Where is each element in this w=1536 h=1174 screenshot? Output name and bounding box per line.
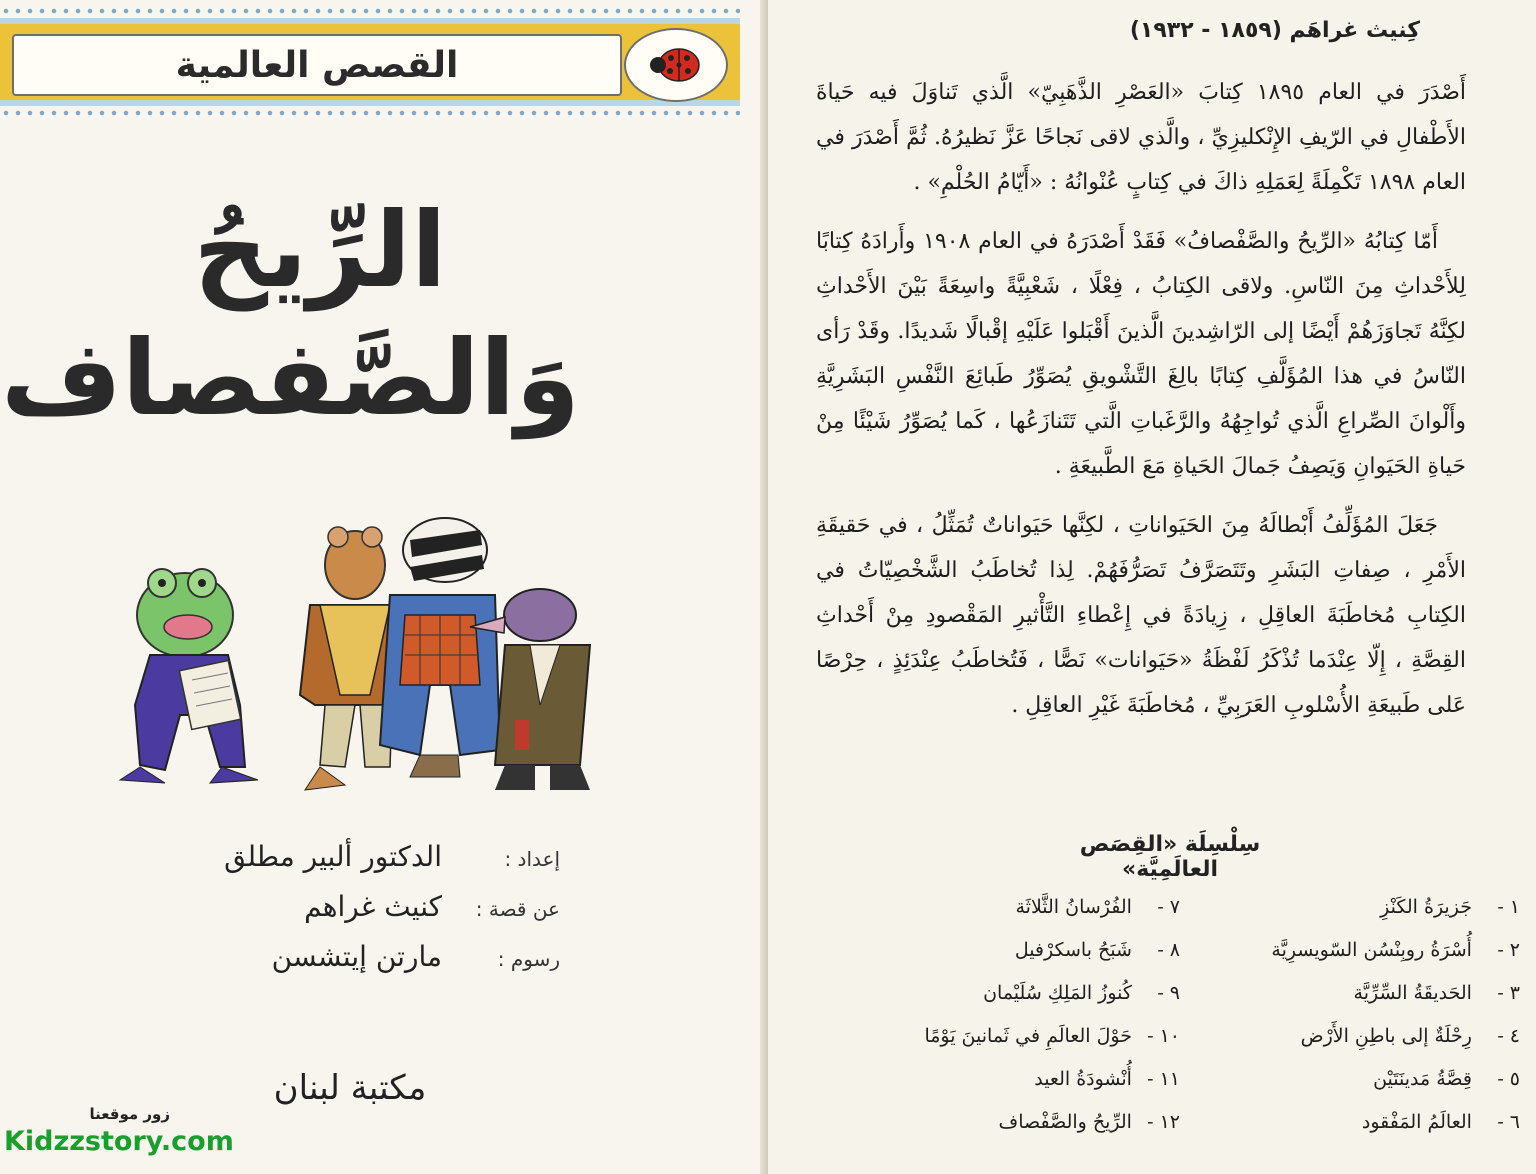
list-item <box>840 1111 1180 1154</box>
list-item-title: الرِّيحُ والصَّفْصاف <box>998 1111 1132 1133</box>
ladybird-icon <box>646 43 706 87</box>
series-title: القصص العالمية <box>175 44 459 86</box>
book-title-line1: الرِّيحُ <box>193 189 447 311</box>
list-item-number: ١١ - <box>1147 1068 1180 1090</box>
list-item-number: ٨ - <box>1157 939 1180 961</box>
credit-value: مارتن إيتشسن <box>271 940 442 973</box>
list-item-title: حَوْلَ العالَمِ في ثَمانينَ يَوْمًا <box>924 1025 1132 1047</box>
list-item <box>1180 1068 1520 1111</box>
list-item <box>840 1025 1180 1068</box>
toad-figure <box>120 569 258 783</box>
watermark-site-link[interactable]: Kidzzstory.com <box>4 1126 234 1157</box>
list-item-number: ٢ - <box>1497 939 1520 961</box>
banner-dots-top <box>0 6 740 16</box>
animal-characters-illustration <box>110 505 630 815</box>
list-item <box>1180 939 1520 982</box>
book-title <box>0 186 580 442</box>
publisher-name: مكتبة لبنان <box>273 1068 427 1108</box>
list-item-number: ١ - <box>1497 896 1520 918</box>
list-item-number: ١٠ - <box>1147 1025 1180 1047</box>
series-list-heading: سِلْسِلَة «القِصَص العالَمِيَّة» <box>1079 832 1261 882</box>
ladybird-badge <box>624 28 728 102</box>
list-item-number: ٣ - <box>1497 982 1520 1004</box>
banner-dots-bottom <box>0 108 740 118</box>
credit-value: الدكتور ألبير مطلق <box>224 840 442 873</box>
badger-figure <box>380 518 500 777</box>
credit-row-editor <box>120 840 560 890</box>
credit-label: إعداد : <box>504 847 560 871</box>
list-item-number: ٩ - <box>1157 982 1180 1004</box>
list-item <box>1180 896 1520 939</box>
list-item <box>1180 1025 1520 1068</box>
credit-row-illustrator <box>120 940 560 990</box>
series-list <box>830 896 1520 1154</box>
list-item-number: ٥ - <box>1497 1068 1520 1090</box>
author-biography <box>816 70 1466 742</box>
list-item-title: قِصَّةُ مَدينَتَيْن <box>1373 1068 1472 1090</box>
list-item <box>1180 1111 1520 1154</box>
list-item <box>840 939 1180 982</box>
list-item-title: شَبَحُ باسكرْفيل <box>1014 939 1132 961</box>
credit-row-author <box>120 890 560 940</box>
watermark-visit-text: زور موقعنا <box>89 1105 170 1123</box>
list-item-title: رِحْلَةٌ إلى باطِنِ الأَرْض <box>1300 1025 1472 1047</box>
paragraph: جَعَلَ المُؤَلِّفُ أَبْطالَهُ مِنَ الحَيَواناتِ ، لكِنَّها حَيَواناتٌ تُمَثِّلُ ، في حَقيقَةِ الأَمْرِ ، صِفاتِ البَشَرِ وتَتَصَرَّفُ تَصَرُّفَهُمْ. لِذا تُخاطَبُ الشَّخْصِيّاتُ في الكِتابِ مُخاطَبَةَ العاقِلِ ، زِيادَةً في إِعْطاءِ التَّأْثيرِ المَقْصودِ مِنْ أَحْداثِ القِصَّةِ ، إِلّا عِنْدَما تُذْكَرُ لَفْظَةُ «حَيَوانات» نَصًّا ، فَتُخاطَبُ عِنْدَئِذٍ ، حِرْصًا عَلى طَبيعَةِ الأُسْلوبِ العَرَبِيِّ ، مُخاطَبَةَ غَيْرِ العاقِلِ . <box>816 513 1466 718</box>
list-item-title: الحَديقَةُ السِّرِّيَّة <box>1353 982 1472 1004</box>
list-item <box>840 982 1180 1025</box>
list-item-number: ٧ - <box>1157 896 1180 918</box>
list-item-title: كُنوزُ المَلِكِ سُلَيْمان <box>983 982 1132 1004</box>
paragraph: أَمّا كِتابُهُ «الرِّيحُ والصَّفْصافُ» فَقَدْ أَصْدَرَهُ في العام ١٩٠٨ وأَرادَهُ كِتابًا لِلأَحْداثِ مِنَ النّاسِ. ولاقى الكِتابُ ، فِعْلًا ، شَعْبِيَّةً واسِعَةً بَيْنَ الأَحْداثِ لكِنَّهُ تَجاوَزَهُمْ أَيْضًا إلى الرّاشِدينَ الَّذينَ أَقْبَلوا عَلَيْهِ إقْبالًا شَديدًا. وقَدْ رَأى النّاسُ في هذا المُؤَلَّفِ كِتابًا بالِغَ التَّشْويقِ يُصَوِّرُ طَبائِعَ النَّفْسِ البَشَرِيَّةِ وأَلْوانَ الصِّراعِ الَّذي تُواجِهُهُ والرَّغَباتِ الَّتي تَتَنازَعُها ، كَما يُصَوِّرُ شَيْئًا مِنْ حَياةِ الحَيَوانِ وَيَصِفُ جَمالَ الحَياةِ مَعَ الطَّبيعَةِ . <box>816 229 1466 479</box>
series-title-box <box>12 34 622 96</box>
list-item <box>840 1068 1180 1111</box>
list-item <box>1180 982 1520 1025</box>
list-item-number: ١٢ - <box>1147 1111 1180 1133</box>
list-item-number: ٦ - <box>1497 1111 1520 1133</box>
list-item-title: العالَمُ المَفْقود <box>1361 1111 1472 1133</box>
book-title-line2: وَالصَّفصاف <box>0 317 580 439</box>
list-item-title: أُنْشودَةُ العيد <box>1034 1068 1132 1090</box>
credit-label: رسوم : <box>497 947 560 971</box>
series-banner <box>0 0 740 120</box>
credits <box>120 840 560 990</box>
credit-value: كنيث غراهم <box>304 890 442 923</box>
list-item-title: أُسْرَةُ روبِنْسُن السّويسرِيَّة <box>1271 939 1472 961</box>
list-item-number: ٤ - <box>1497 1025 1520 1047</box>
list-item-title: جَزيرَةُ الكَنْزِ <box>1380 896 1472 918</box>
paragraph: أَصْدَرَ في العام ١٨٩٥ كِتابَ «العَصْرِ الذَّهَبِيّ» الَّذي تَناوَلَ فيه حَياةَ الأَطْفالِ في الرّيفِ الإِنْكليزِيِّ ، والَّذي لاقى نَجاحًا عَزَّ نَظيرُهُ. ثُمَّ أَصْدَرَ في العام ١٨٩٨ تَكْمِلَةً لِعَمَلِهِ ذاكَ في كِتابٍ عُنْوانُهُ : «أَيّامُ الحُلْمِ» . <box>816 80 1466 195</box>
author-heading: كِنيث غراهَم (١٨٥٩ - ١٩٣٢) <box>1129 18 1420 43</box>
list-item-title: الفُرْسانُ الثَّلاثَة <box>1015 896 1132 918</box>
credit-label: عن قصة : <box>475 897 560 921</box>
list-item <box>840 896 1180 939</box>
